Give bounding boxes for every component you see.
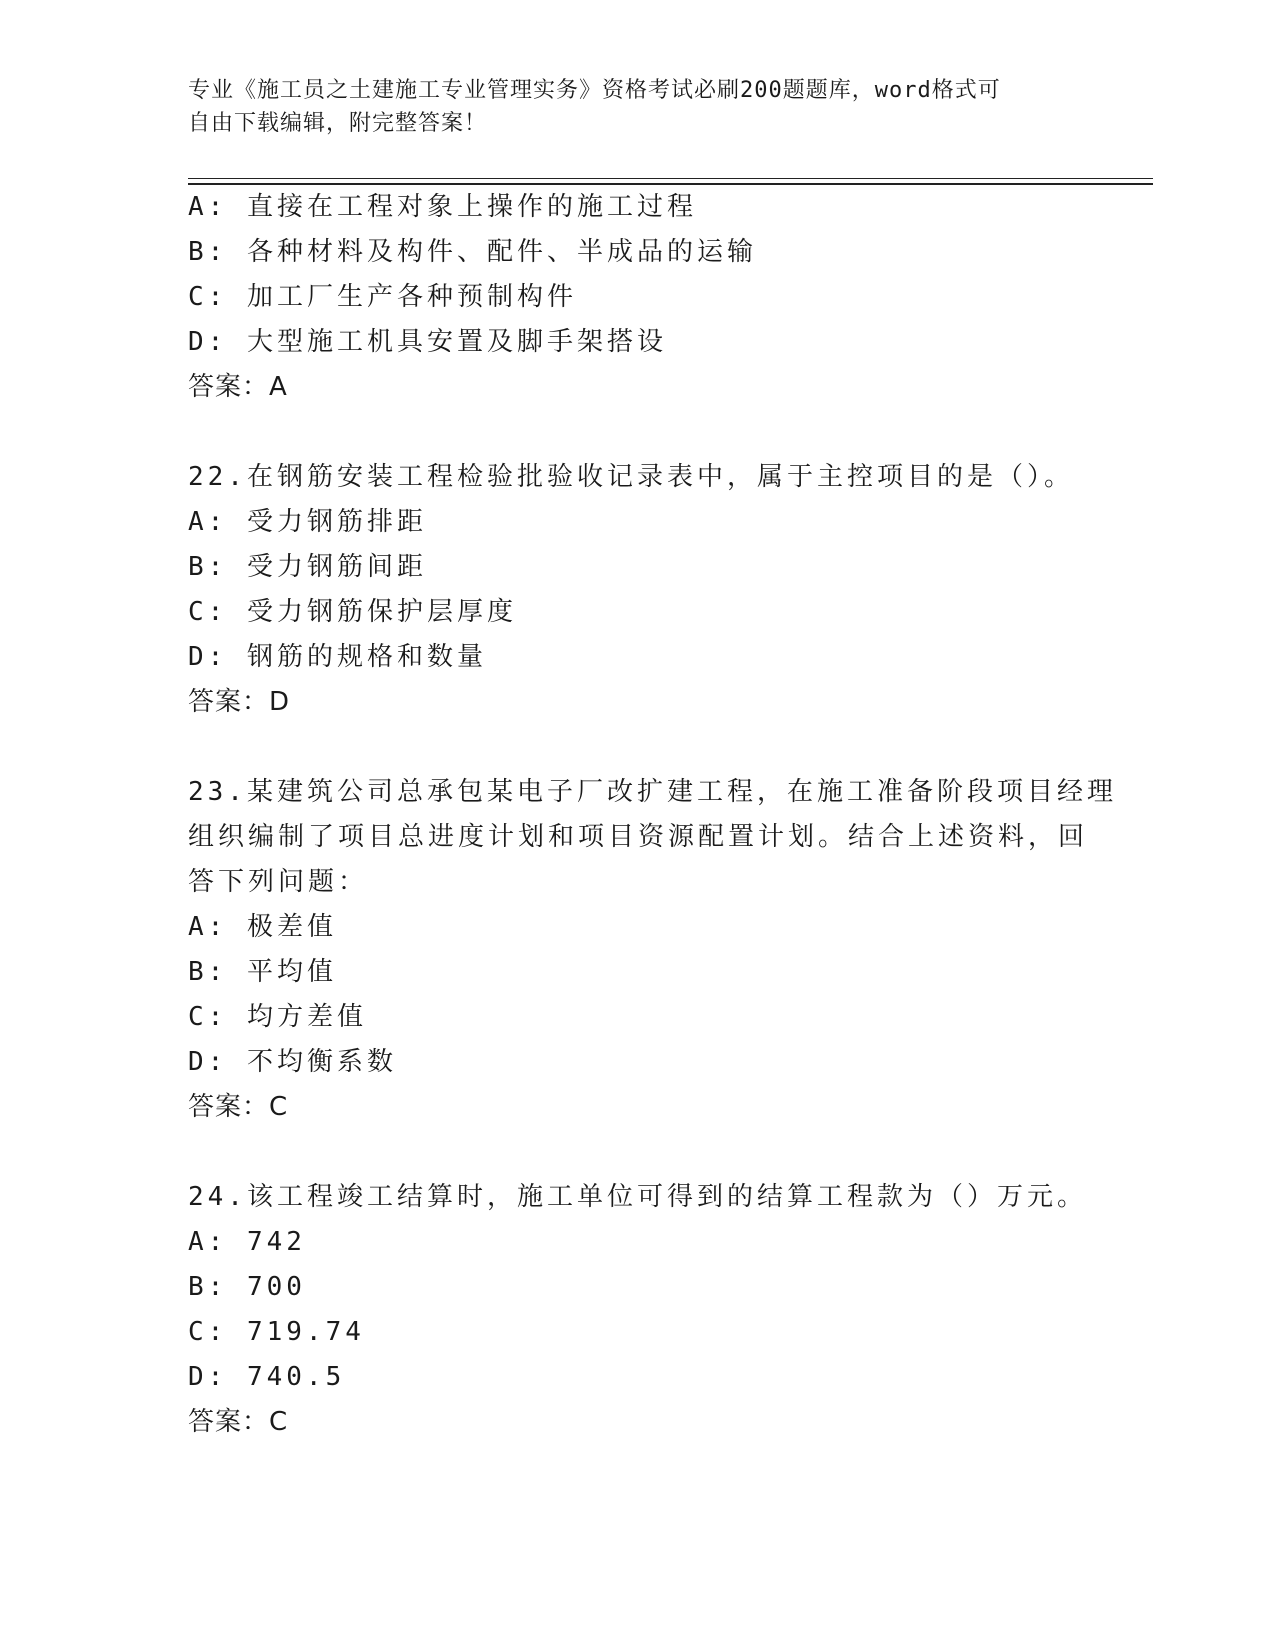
- q23-answer: 答案：C: [188, 1092, 289, 1122]
- q21-option-c: C: 加工厂生产各种预制构件: [188, 282, 577, 312]
- q24-question: 24.该工程竣工结算时，施工单位可得到的结算工程款为（）万元。: [188, 1182, 1087, 1212]
- q24-option-d: D: 740.5: [188, 1362, 346, 1392]
- q23-question-line-3: 答下列问题：: [188, 867, 369, 897]
- header-divider-thin: [188, 178, 1153, 179]
- q23-question-line-1: 23.某建筑公司总承包某电子厂改扩建工程，在施工准备阶段项目经理: [188, 777, 1117, 807]
- header-title-line-2: 自由下载编辑，附完整答案！: [188, 111, 488, 136]
- q22-question: 22.在钢筋安装工程检验批验收记录表中，属于主控项目的是（）。: [188, 462, 1074, 492]
- q22-option-a: A: 受力钢筋排距: [188, 507, 427, 537]
- header-divider-thick: [188, 183, 1153, 185]
- q22-option-b: B: 受力钢筋间距: [188, 552, 427, 582]
- q21-answer: 答案：A: [188, 372, 288, 402]
- q22-option-d: D: 钢筋的规格和数量: [188, 642, 487, 672]
- q23-option-a: A: 极差值: [188, 912, 337, 942]
- q23-option-c: C: 均方差值: [188, 1002, 367, 1032]
- document-header: [188, 74, 1088, 140]
- q23-question-line-2: 组织编制了项目总进度计划和项目资源配置计划。结合上述资料，回: [188, 822, 1089, 852]
- q24-option-b: B: 700: [188, 1272, 306, 1302]
- q22-option-c: C: 受力钢筋保护层厚度: [188, 597, 517, 627]
- q23-option-b: B: 平均值: [188, 957, 337, 987]
- q22-answer: 答案：D: [188, 687, 291, 717]
- q21-option-b: B: 各种材料及构件、配件、半成品的运输: [188, 237, 757, 267]
- q21-option-a: A: 直接在工程对象上操作的施工过程: [188, 192, 697, 222]
- q21-option-d: D: 大型施工机具安置及脚手架搭设: [188, 327, 667, 357]
- header-title-line-1: 专业《施工员之土建施工专业管理实务》资格考试必刷200题题库，word格式可: [188, 78, 1001, 103]
- q24-option-c: C: 719.74: [188, 1317, 365, 1347]
- q24-option-a: A: 742: [188, 1227, 306, 1257]
- q24-answer: 答案：C: [188, 1407, 289, 1437]
- q23-option-d: D: 不均衡系数: [188, 1047, 397, 1077]
